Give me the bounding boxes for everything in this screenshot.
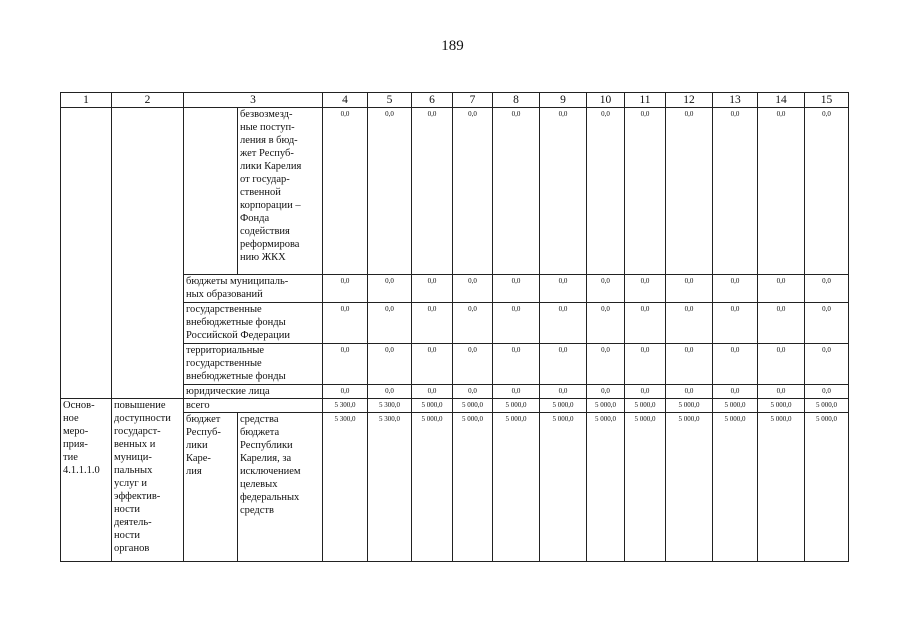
value-cell: 0,0: [540, 385, 587, 399]
row-label: [238, 413, 323, 562]
table-row: [61, 108, 849, 275]
value-cell: 0,0: [625, 108, 666, 275]
header-cell: 3: [184, 93, 323, 108]
header-cell: 15: [805, 93, 849, 108]
total-label: всего: [186, 400, 210, 411]
value-cell: 5 000,0: [587, 399, 625, 413]
value-cell: 0,0: [625, 385, 666, 399]
value-cell: 0,0: [587, 303, 625, 344]
page-number: 189: [441, 38, 464, 54]
value-cell: 0,0: [323, 108, 368, 275]
value-cell: 0,0: [666, 108, 713, 275]
value-cell: 5 300,0: [368, 413, 412, 562]
value-cell: 0,0: [625, 344, 666, 385]
value-cell: 0,0: [713, 108, 758, 275]
value-cell: 0,0: [412, 108, 453, 275]
value-cell: 5 000,0: [493, 413, 540, 562]
empty-cell: [61, 108, 112, 399]
value-cell: 5 000,0: [453, 399, 493, 413]
row-label: [238, 108, 323, 275]
value-cell: 0,0: [453, 303, 493, 344]
budget-table: [60, 92, 849, 562]
municipal-budgets-label: бюджеты муниципаль- ных образований: [186, 276, 289, 300]
republic-budget-label: бюджет Респуб- лики Каре- лия: [186, 414, 221, 477]
value-cell: 0,0: [412, 303, 453, 344]
value-cell: 0,0: [625, 275, 666, 303]
header-cell: 6: [412, 93, 453, 108]
value-cell: 5 000,0: [412, 413, 453, 562]
value-cell: 0,0: [587, 344, 625, 385]
state-funds-label: государственные внебюджетные фонды Российской Федерации: [186, 304, 290, 341]
value-cell: 0,0: [587, 385, 625, 399]
activity-name: повышение доступности государст- венных и муници- пальных услуг и эффектив- ности деятель- ности органов: [114, 400, 171, 554]
value-cell: 5 000,0: [713, 413, 758, 562]
value-cell: 0,0: [540, 344, 587, 385]
value-cell: 0,0: [323, 385, 368, 399]
row-label: [184, 385, 323, 399]
value-cell: 0,0: [805, 108, 849, 275]
value-cell: 0,0: [493, 303, 540, 344]
empty-cell: [112, 108, 184, 399]
header-cell: 14: [758, 93, 805, 108]
gratuitous-receipts-label: безвозмезд- ные поступ- ления в бюд- жет Респуб- лики Карелия от государ- ственной корпорации – Фонда содействия реформирова нию ЖКХ: [240, 109, 302, 263]
table-row: [61, 399, 849, 413]
value-cell: 0,0: [540, 108, 587, 275]
territorial-funds-label: территориальные государственные внебюджетные фонды: [186, 345, 286, 382]
value-cell: 5 300,0: [323, 413, 368, 562]
value-cell: 0,0: [666, 303, 713, 344]
value-cell: 5 000,0: [666, 399, 713, 413]
value-cell: 0,0: [493, 108, 540, 275]
table-header-row: [61, 93, 849, 108]
value-cell: 0,0: [587, 275, 625, 303]
value-cell: 5 300,0: [323, 399, 368, 413]
value-cell: 0,0: [493, 275, 540, 303]
value-cell: 0,0: [758, 275, 805, 303]
value-cell: 0,0: [453, 344, 493, 385]
header-cell: 10: [587, 93, 625, 108]
value-cell: 5 000,0: [758, 399, 805, 413]
value-cell: 0,0: [368, 385, 412, 399]
value-cell: 5 000,0: [412, 399, 453, 413]
value-cell: 5 000,0: [625, 399, 666, 413]
value-cell: 0,0: [368, 108, 412, 275]
row-label: [184, 303, 323, 344]
value-cell: 5 000,0: [453, 413, 493, 562]
value-cell: 0,0: [587, 108, 625, 275]
value-cell: 5 000,0: [625, 413, 666, 562]
value-cell: 0,0: [323, 344, 368, 385]
value-cell: 0,0: [323, 303, 368, 344]
value-cell: 0,0: [540, 303, 587, 344]
value-cell: 0,0: [368, 303, 412, 344]
header-cell: 4: [323, 93, 368, 108]
header-cell: 5: [368, 93, 412, 108]
value-cell: 0,0: [412, 385, 453, 399]
header-cell: 1: [61, 93, 112, 108]
value-cell: 5 000,0: [493, 399, 540, 413]
activity-name-cell: [112, 399, 184, 562]
activity-code: Основ- ное меро- прия- тие 4.1.1.1.0: [63, 400, 100, 476]
value-cell: 0,0: [412, 275, 453, 303]
value-cell: 0,0: [493, 385, 540, 399]
header-cell: 2: [112, 93, 184, 108]
value-cell: 0,0: [758, 344, 805, 385]
value-cell: 0,0: [412, 344, 453, 385]
value-cell: 5 300,0: [368, 399, 412, 413]
value-cell: 0,0: [805, 385, 849, 399]
value-cell: 0,0: [758, 303, 805, 344]
value-cell: 0,0: [758, 385, 805, 399]
header-cell: 9: [540, 93, 587, 108]
value-cell: 0,0: [493, 344, 540, 385]
row-label: [184, 275, 323, 303]
value-cell: 0,0: [453, 385, 493, 399]
header-cell: 13: [713, 93, 758, 108]
republic-budget-sub-label: средства бюджета Республики Карелия, за исключением целевых федеральных средств: [240, 414, 301, 516]
value-cell: 0,0: [805, 344, 849, 385]
value-cell: 0,0: [805, 303, 849, 344]
value-cell: 5 000,0: [713, 399, 758, 413]
header-cell: 12: [666, 93, 713, 108]
value-cell: 0,0: [666, 385, 713, 399]
activity-code-cell: [61, 399, 112, 562]
value-cell: 0,0: [540, 275, 587, 303]
empty-cell: [184, 108, 238, 275]
value-cell: 0,0: [368, 275, 412, 303]
value-cell: 0,0: [758, 108, 805, 275]
value-cell: 0,0: [625, 303, 666, 344]
value-cell: 0,0: [453, 108, 493, 275]
value-cell: 5 000,0: [805, 413, 849, 562]
row-label: [184, 413, 238, 562]
value-cell: 0,0: [713, 344, 758, 385]
row-label: [184, 344, 323, 385]
legal-entities-label: юридические лица: [186, 386, 270, 397]
value-cell: 5 000,0: [540, 399, 587, 413]
value-cell: 5 000,0: [666, 413, 713, 562]
value-cell: 0,0: [368, 344, 412, 385]
value-cell: 0,0: [323, 275, 368, 303]
value-cell: 0,0: [713, 275, 758, 303]
header-cell: 8: [493, 93, 540, 108]
value-cell: 0,0: [805, 275, 849, 303]
value-cell: 5 000,0: [758, 413, 805, 562]
value-cell: 0,0: [713, 385, 758, 399]
value-cell: 0,0: [666, 344, 713, 385]
value-cell: 0,0: [666, 275, 713, 303]
value-cell: 0,0: [713, 303, 758, 344]
row-label: [184, 399, 323, 413]
value-cell: 5 000,0: [805, 399, 849, 413]
value-cell: 0,0: [453, 275, 493, 303]
value-cell: 5 000,0: [540, 413, 587, 562]
header-cell: 11: [625, 93, 666, 108]
header-cell: 7: [453, 93, 493, 108]
value-cell: 5 000,0: [587, 413, 625, 562]
